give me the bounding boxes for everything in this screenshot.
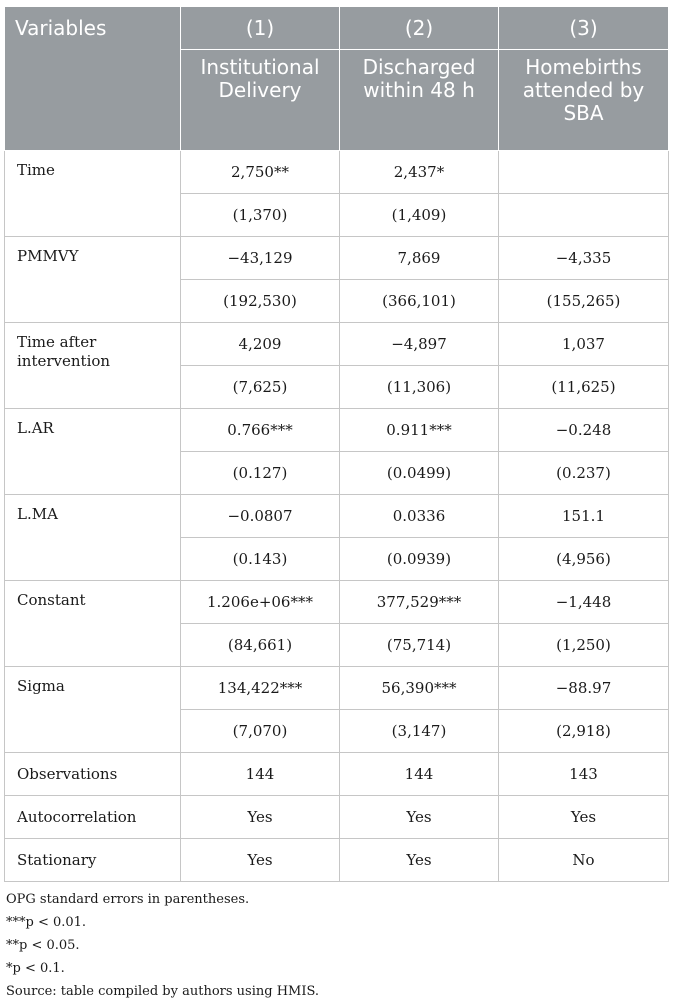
column-number-1: (1) <box>181 7 340 50</box>
row-label-time: Time <box>5 151 181 237</box>
se-cell: (0.237) <box>499 452 669 495</box>
column-number-2: (2) <box>340 7 499 50</box>
se-cell: (2,918) <box>499 710 669 753</box>
table-row-autocorrelation <box>5 796 669 839</box>
se-cell: (7,625) <box>181 366 340 409</box>
se-cell: (84,661) <box>181 624 340 667</box>
stat-cell: 144 <box>340 753 499 796</box>
stat-cell: Yes <box>340 839 499 882</box>
coef-cell: 1.206e+06*** <box>181 581 340 624</box>
se-cell: (0.0939) <box>340 538 499 581</box>
coef-cell: 56,390*** <box>340 667 499 710</box>
row-label-observations: Observations <box>5 753 181 796</box>
coef-cell: 0.766*** <box>181 409 340 452</box>
se-cell: (3,147) <box>340 710 499 753</box>
se-cell: (155,265) <box>499 280 669 323</box>
table-row-sigma-coef <box>5 667 669 710</box>
coef-cell: −4,335 <box>499 237 669 280</box>
stat-cell: 143 <box>499 753 669 796</box>
table-notes <box>4 888 668 1003</box>
se-cell: (0.143) <box>181 538 340 581</box>
coef-cell: 4,209 <box>181 323 340 366</box>
se-cell: (11,306) <box>340 366 499 409</box>
row-label-constant: Constant <box>5 581 181 667</box>
coef-cell <box>499 151 669 194</box>
coef-cell: 377,529*** <box>340 581 499 624</box>
se-cell: (11,625) <box>499 366 669 409</box>
table-header <box>5 7 669 151</box>
variables-header: Variables <box>5 7 181 151</box>
stat-cell: Yes <box>499 796 669 839</box>
column-title-2: Discharged within 48 h <box>340 50 499 151</box>
column-title-1: Institutional Delivery <box>181 50 340 151</box>
coef-cell: 1,037 <box>499 323 669 366</box>
se-cell: (1,409) <box>340 194 499 237</box>
row-label-stationary: Stationary <box>5 839 181 882</box>
table-row-pmmvy-coef <box>5 237 669 280</box>
coef-cell: −0.248 <box>499 409 669 452</box>
row-label-autocorrelation: Autocorrelation <box>5 796 181 839</box>
coef-cell: 2,750** <box>181 151 340 194</box>
stat-cell: No <box>499 839 669 882</box>
coef-cell: 134,422*** <box>181 667 340 710</box>
se-cell: (75,714) <box>340 624 499 667</box>
row-label-lar: L.AR <box>5 409 181 495</box>
coef-cell: −43,129 <box>181 237 340 280</box>
stat-cell: Yes <box>340 796 499 839</box>
note-standard-errors: OPG standard errors in parentheses. <box>6 892 250 907</box>
se-cell: (4,956) <box>499 538 669 581</box>
coef-cell: −0.0807 <box>181 495 340 538</box>
regression-table <box>4 6 669 882</box>
se-cell: (1,370) <box>181 194 340 237</box>
column-title-3: Homebirths attended by SBA <box>499 50 669 151</box>
regression-table-container <box>4 6 668 1003</box>
table-row-constant-coef <box>5 581 669 624</box>
coef-cell: −4,897 <box>340 323 499 366</box>
se-cell: (0.127) <box>181 452 340 495</box>
se-cell: (366,101) <box>340 280 499 323</box>
stat-cell: Yes <box>181 796 340 839</box>
row-label-sigma: Sigma <box>5 667 181 753</box>
coef-cell: −88.97 <box>499 667 669 710</box>
coef-cell: 151.1 <box>499 495 669 538</box>
coef-cell: 0.911*** <box>340 409 499 452</box>
table-row-observations <box>5 753 669 796</box>
stat-cell: 144 <box>181 753 340 796</box>
row-label-time-after-intervention: Time after intervention <box>5 323 181 409</box>
stat-cell: Yes <box>181 839 340 882</box>
coef-cell: 2,437* <box>340 151 499 194</box>
se-cell: (0.0499) <box>340 452 499 495</box>
table-row-lma-coef <box>5 495 669 538</box>
row-label-pmmvy: PMMVY <box>5 237 181 323</box>
table-row-time-coef <box>5 151 669 194</box>
coef-cell: 7,869 <box>340 237 499 280</box>
note-significance-5pct: **p < 0.05. <box>6 938 80 953</box>
se-cell <box>499 194 669 237</box>
table-row-lar-coef <box>5 409 669 452</box>
note-significance-10pct: *p < 0.1. <box>6 961 65 976</box>
column-number-3: (3) <box>499 7 669 50</box>
table-row-stationary <box>5 839 669 882</box>
coef-cell: 0.0336 <box>340 495 499 538</box>
se-cell: (1,250) <box>499 624 669 667</box>
note-source: Source: table compiled by authors using HMIS. <box>6 984 320 999</box>
row-label-lma: L.MA <box>5 495 181 581</box>
se-cell: (192,530) <box>181 280 340 323</box>
table-body <box>5 151 669 882</box>
note-significance-1pct: ***p < 0.01. <box>6 915 87 930</box>
se-cell: (7,070) <box>181 710 340 753</box>
coef-cell: −1,448 <box>499 581 669 624</box>
table-row-time-after-intervention-coef <box>5 323 669 366</box>
